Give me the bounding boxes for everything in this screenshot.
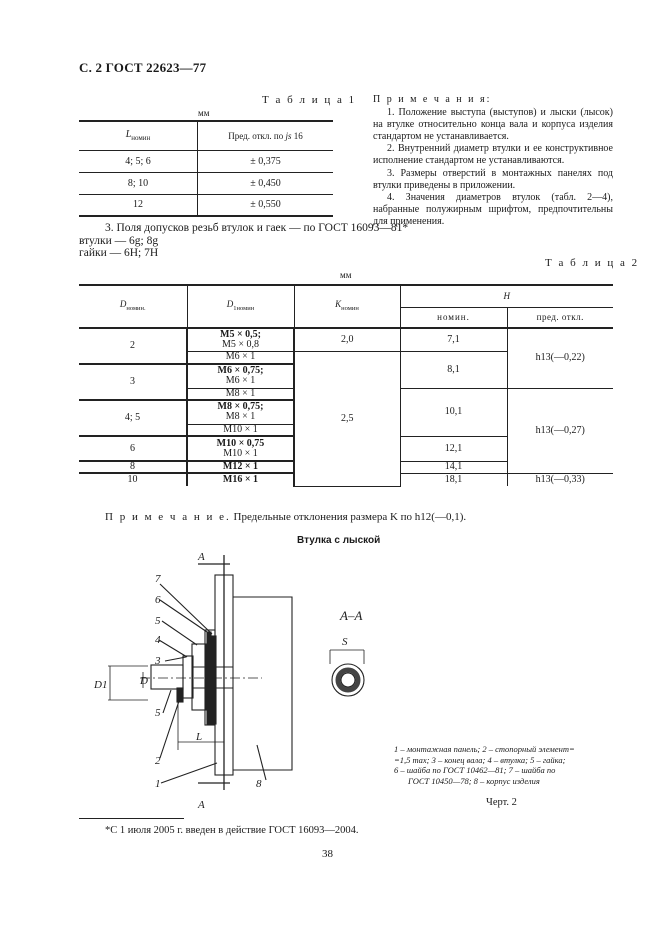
- table2-d-cell: 10: [127, 474, 138, 485]
- label-6: 6: [155, 594, 161, 606]
- label-section: A–A: [340, 608, 363, 623]
- table2-hdev-cell: h13(—0,22): [507, 328, 613, 388]
- table2-caption: Т а б л и ц а 2: [545, 257, 640, 269]
- table2-head-h: H: [400, 285, 613, 307]
- table1-cell: 4; 5; 6: [79, 150, 198, 172]
- table2-k-cell: 2,5: [294, 351, 400, 486]
- table2-d1-cell: M16 × 1: [187, 473, 294, 486]
- label-1: 1: [155, 778, 161, 790]
- table1-head-dev: Пред. откл. по js 16: [198, 121, 334, 150]
- label-a-bottom: A: [198, 799, 205, 811]
- label-7: 7: [155, 573, 161, 585]
- table2-hnom-cell: 12,1: [400, 436, 507, 461]
- table2-unit: мм: [340, 270, 352, 280]
- table2-d1-cell: M12 × 1: [187, 461, 294, 473]
- note-item: 3. Размеры отверстий в монтажных панелях под втулки приведены в приложении.: [373, 167, 613, 191]
- note-item: 4. Значения диаметров втулок (табл. 2—4), набранные полужирным шрифтом, предпочтительны для применения.: [373, 191, 613, 227]
- table2-d-cell: 4; 5: [79, 400, 187, 436]
- table2-note-text: Предельные отклонения размера K по h12(—0,1).: [230, 511, 467, 523]
- table2-d1-cell: M6 × 0,75; M6 × 1: [187, 364, 294, 388]
- table2-d-cell: 8: [79, 461, 187, 473]
- table2-head-d1: $D_{1номин}$: [187, 285, 294, 328]
- label-s: S: [342, 636, 348, 648]
- table1-cell: 8; 10: [79, 172, 198, 194]
- housing-outline: [233, 597, 292, 770]
- section-inner: [341, 673, 355, 687]
- note-item: 2. Внутренний диаметр втулки и ее конструктивное исполнение стандартом не устанавливаются.: [373, 143, 613, 167]
- label-8: 8: [256, 778, 262, 790]
- table1-cell: ± 0,450: [198, 172, 334, 194]
- table1-cell: 12: [79, 194, 198, 216]
- table2-hnom-cell: 18,1: [400, 473, 507, 486]
- page-number: 38: [322, 848, 333, 860]
- section3-line: гайки — 6H; 7H: [79, 247, 159, 259]
- shaft-end: [151, 665, 183, 689]
- washer-7: [212, 636, 216, 724]
- table2-hnom-cell: 14,1: [400, 461, 507, 473]
- figure-caption: Черт. 2: [486, 797, 517, 808]
- section3-line: 3. Поля допусков резьб втулок и гаек — по ГОСТ 16093—81*: [105, 222, 409, 234]
- label-4: 4: [155, 634, 161, 646]
- table2-k-cell: 2,0: [294, 328, 400, 351]
- table2-head-k: $K_{номин}$: [294, 285, 400, 328]
- label-2: 2: [155, 755, 161, 767]
- table2-head-d: $D_{номин.}$: [79, 285, 187, 328]
- page-header: С. 2 ГОСТ 22623—77: [79, 60, 207, 75]
- table2-d1-cell: M10 × 0,75 M10 × 1: [187, 436, 294, 461]
- stop-element: [177, 688, 183, 702]
- label-5: 5: [155, 707, 161, 719]
- label-d1: D1: [94, 679, 108, 691]
- legend-line: ГОСТ 10450—78; 8 – корпус изделия: [408, 775, 540, 786]
- table2-hdev-cell: h13(—0,27): [507, 388, 613, 473]
- figure-legend: [394, 744, 616, 786]
- table2-note-label: П р и м е ч а н и е.: [105, 511, 231, 523]
- table2-hnom-cell: 7,1: [400, 328, 507, 351]
- table1-unit: мм: [198, 108, 210, 118]
- table2-hdev-cell: h13(—0,33): [507, 473, 613, 486]
- figure-title: Втулка с лыской: [297, 535, 381, 546]
- nut: [192, 644, 206, 710]
- footnote-divider: [79, 818, 184, 819]
- notes-heading: П р и м е ч а н и я:: [373, 94, 492, 105]
- table2-d1-cell: M10 × 1: [187, 424, 294, 436]
- legend-line: 6 – шайба по ГОСТ 10462—81; 7 – шайба по: [394, 765, 556, 775]
- table2-hnom-cell: 8,1: [400, 351, 507, 388]
- label-3: 3: [155, 655, 161, 667]
- table2-d1-cell: M5 × 0,5; M5 × 0,8: [187, 328, 294, 351]
- legend-line: 1 – монтажная панель; 2 – стопорный элемент=: [394, 744, 575, 754]
- section3-line: втулки — 6g; 8g: [79, 234, 159, 247]
- table2-d-cell: 2: [79, 328, 187, 364]
- legend-line: =1,5 max; 3 – конец вала; 4 – втулка; 5 – гайка;: [394, 754, 566, 765]
- label-5-upper: 5: [155, 615, 161, 627]
- table2-d1-cell: M8 × 0,75; M8 × 1: [187, 400, 294, 424]
- table2-head-h-nom: номин.: [400, 307, 507, 328]
- label-l: L: [196, 731, 203, 743]
- table2-head-h-dev: пред. откл.: [507, 307, 613, 328]
- footnote: *С 1 июля 2005 г. введен в действие ГОСТ 16093—2004.: [105, 825, 359, 836]
- table2-hnom-cell: 10,1: [400, 388, 507, 436]
- table2-d-cell: 3: [79, 364, 187, 400]
- table2-d-cell: 6: [79, 436, 187, 461]
- table1-cell: ± 0,375: [198, 150, 334, 172]
- label-d: D: [140, 675, 148, 687]
- table2-d1-cell: M8 × 1: [187, 388, 294, 400]
- note-item: 1. Положение выступа (выступов) и лыски (лысок) на втулке относительно конца вала и корпуса изделия стандартом не устанавливается.: [373, 107, 613, 143]
- table1-cell: ± 0,550: [198, 194, 334, 216]
- table1-caption: Т а б л и ц а 1: [262, 94, 357, 106]
- table1-head-l: $L_{номин}$: [79, 121, 198, 150]
- table2-d1-cell: M6 × 1: [187, 351, 294, 364]
- label-a-top: A: [198, 551, 205, 563]
